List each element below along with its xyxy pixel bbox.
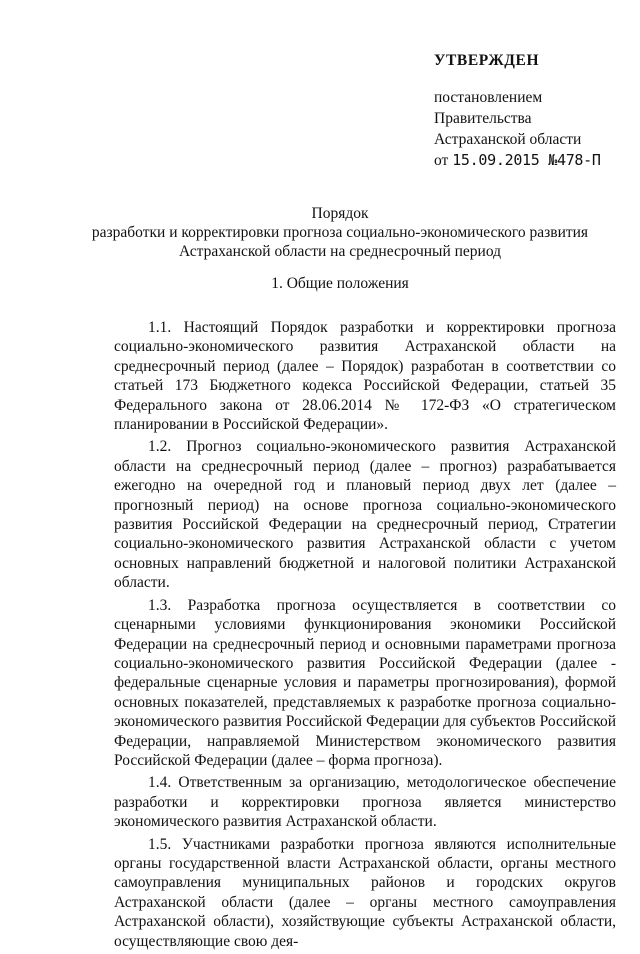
paragraph-1-3: 1.3. Разработка прогноза осуществляется в соответствии со сценарными условиями функционирования экономики Российской Федерации на среднесрочный период и основными параметрами прогноза социально-экономического развития Российской Федерации (далее - федеральные сценарные условия и параметры прогнозирования), формой основных показателей, представляемых к разработке прогноза социально-экономического развития Российской Федерации для субъектов Российской Федерации, направляемой Министерством экономического развития Российской Федерации (далее – форма прогноза).	[114, 596, 616, 769]
document-title	[60, 204, 620, 261]
title-line-2: разработки и корректировки прогноза социально-экономического развития	[91, 224, 589, 241]
title-line-1: Порядок	[311, 205, 369, 222]
paragraph-1-5: 1.5. Участниками разработки прогноза являются исполнительные органы государственной власти Астраханской области, органы местного самоуправления муниципальных районов и городских округов Астраханской области (далее – органы местного самоуправления Астраханской области), хозяйствующие субъекты Астраханской области, осуществляющие свою дея-	[114, 835, 616, 950]
approved-heading: УТВЕРЖДЕН	[434, 52, 540, 69]
paragraph-1-1: 1.1. Настоящий Порядок разработки и корректировки прогноза социально-экономического развития Астраханской области на среднесрочный период (далее – Порядок) разработан в соответствии со статьей 173 Бюджетного кодекса Российской Федерации, статьей 35 Федерального закона от 28.06.2014 № 172-ФЗ «О стратегическом планировании в Российской Федерации».	[114, 319, 616, 434]
approval-stamp	[434, 50, 634, 171]
approval-line-2: Правительства	[434, 110, 532, 127]
approval-date-prefix: от	[434, 152, 453, 169]
section-heading: 1. Общие положения	[271, 275, 409, 292]
approval-line-1: постановлением	[434, 89, 543, 106]
approval-date-value: 15.09.2015 №478-П	[452, 151, 601, 169]
title-line-3: Астраханской области на среднесрочный период	[178, 243, 502, 260]
paragraph-1-2: 1.2. Прогноз социально-экономического развития Астраханской области на среднесрочный период (далее – прогноз) разрабатывается ежегодно на очередной год и плановый период двух лет (далее – прогнозный период) на основе прогноза социально-экономического развития Российской Федерации на среднесрочный период, Стратегии социально-экономического развития Астраханской области с учетом основных направлений бюджетной и налоговой политики Астраханской области.	[114, 438, 616, 592]
paragraph-1-4: 1.4. Ответственным за организацию, методологическое обеспечение разработки и корректировки прогноза является министерство экономического развития Астраханской области.	[114, 774, 616, 831]
document-body	[114, 318, 616, 954]
approval-date-line	[434, 150, 634, 171]
approval-line-3: Астраханской области	[434, 131, 582, 148]
